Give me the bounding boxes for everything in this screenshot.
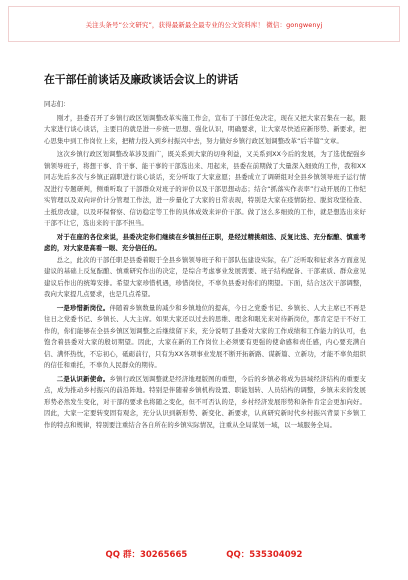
greeting: 同志们： (44, 100, 70, 108)
point-2-body: 乡镇行政区划调整就是经济地理版图的重塑，今后的乡镇必将成为县域经济结构的重要支点，成为推动乡村振兴的前沿阵地。特别是伴随着乡镇机构设置、职能划转、人员结构的调整，乡镇未来的发展形势必然发生变化，对干部的要求也将随之变化，但不可否认的是，乡村经济发展形势和条件肯定会更加向好。因此，大家一定要转变固有观念，充分认识到新形势、新变化、新要求，认真研究新时代乡村振兴背景下乡镇工作的特点和规律，特别要注重结合各自所在的乡镇实际情况，注重从全局谋划一域，以一域服务全局。 (44, 374, 366, 429)
top-banner (8, 6, 400, 42)
paragraph-1: 刚才，县委召开了乡镇行政区划调整改革实施工作会，宣布了干部任免决定，现在又把大家召集在一起，跟大家进行谈心谈话，主要目的就是进一步统一思想、强化认识，明确要求，让大家尽快适应新形势、新要求，把心思集中到工作岗位上来，把精力投入到乡村振兴中去，努力做好乡镇行政区划调整改革“后半篇”文章。 (44, 113, 366, 145)
paragraph-4: 总之，此次的干部任职是县委着眼于全县乡镇领导班子和干部队伍建设实际，在广泛听取和征求各方面意见建议的基础上反复酝酿、慎重研究作出的决定，是综合考虑事业发展需要、班子结构配备、干部素质、群众意见建议后作出的统筹安排。希望大家珍惜机遇，珍惜岗位，不辜负县委对你们的期望。下面，结合这次干部调整，我向大家提几点要求，也是几点希望。 (44, 255, 366, 298)
paragraph-2: 这次乡镇行政区划调整改革涉及面广，既关系到大家的切身利益，又关系到XX今后的发展，为了选优配强乡镇领导班子，将想干事、肯干事、能干事的干部选出来、用起来，县委在前期做了大量深入细致的工作，我和XX同志先后多次与乡镇正副职进行谈心谈话，充分听取了大家意愿；县委成立了调研组对全县乡镇领导班子运行情况进行专题研判，侧重听取了干部群众对班子的评价以及干部思想动态；结合“抓落实作表率”行动开展的工作纪实管理以及双向评价计分管理工作法，进一步量化了大家的日常表现，特别是大家在疫情防控、脱贫攻坚检查、土抵房改建，以及环保督察、信访稳定等工作的具体成效来评价干部。做了这么多细致的工作，就是想选出来好干部不让它，选出来的干部不担当。 (44, 150, 366, 227)
footer-qq: QQ：535304092 (226, 550, 303, 560)
document-page (44, 72, 366, 544)
document-title: 在干部任前谈话及廉政谈话会议上的讲话 (44, 73, 239, 86)
footer-contact (0, 548, 408, 560)
point-2-heading: 二是认识新使命。 (56, 374, 110, 383)
point-2 (44, 374, 366, 432)
point-1-body: 伴随着乡镇数量的减少和乡镇地位的提高，今日之党委书记、乡镇长、人大主席已不再是往日之党委书记、乡镇长、人大主席。如果大家还以过去的思维、理念和眼光来对待新岗位，那肯定是干不好工作的，你们能够在全县乡镇区划调整之后继续留下来，充分说明了县委对大家的工作成绩和工作能力的认可，也饱含着县委对大家的殷切期望。因此，大家在新的工作岗位上必须要有更强的使命感和责任感，内心要充满自信、满怀热忱，不忘初心，砥砺前行，只有为XX各项事业发展不断开拓新路、谋新篇、立新功，才能不辜负组织的信任和重托，不辜负人民群众的期待。 (44, 303, 366, 369)
footer-qq-group: QQ 群：30265665 (105, 550, 188, 560)
point-1 (44, 303, 366, 372)
point-1-heading: 一是珍惜新岗位。 (56, 303, 110, 312)
paragraph-3: 对于在座的各位来说，县委决定你们继续在乡镇担任正职，是经过精挑细选、反复比选、充分酝酿、慎重考虑的，对大家是高看一眼、充分信任的。 (44, 232, 366, 252)
banner-text: 关注头条号“公文研究”，获得最新最全最专业的公文资料库！ 微信：gongwenyj (85, 20, 323, 29)
